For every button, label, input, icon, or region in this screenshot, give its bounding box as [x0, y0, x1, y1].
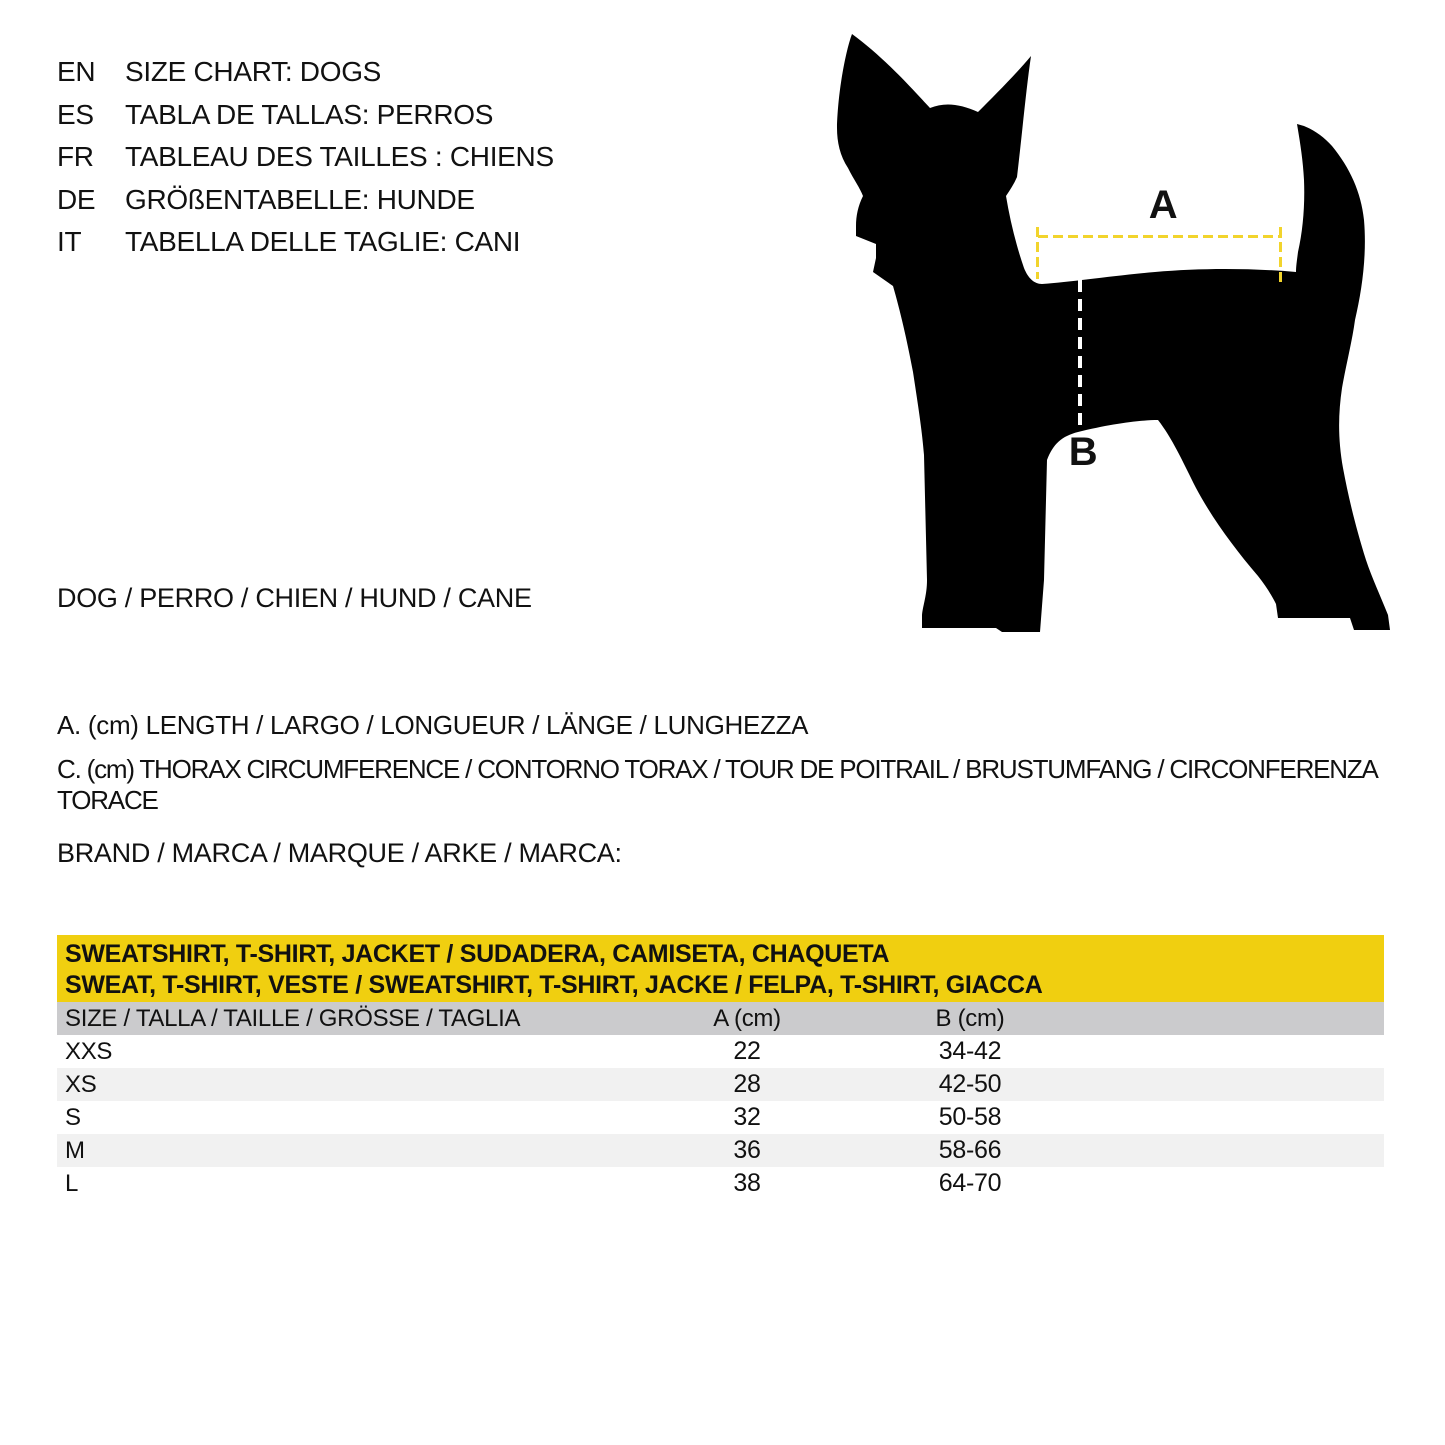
title-row-de: [57, 179, 554, 222]
title-row-en: [57, 51, 554, 94]
title-text: TABLEAU DES TAILLES : CHIENS: [125, 141, 554, 172]
title-row-it: [57, 221, 554, 264]
size-table-column-header: [57, 1002, 1384, 1035]
title-text: TABLA DE TALLAS: PERROS: [125, 98, 494, 130]
lang-code: ES: [57, 98, 94, 130]
b-value: 34-42: [938, 1037, 1002, 1065]
column-a-cm: A (cm): [713, 1005, 781, 1032]
dog-caption: DOG / PERRO / CHIEN / HUND / CANE: [57, 583, 532, 613]
title-text: GRÖßENTABELLE: HUNDE: [125, 183, 475, 215]
title-row-es: [57, 94, 554, 137]
measure-legend-a: A. (cm) LENGTH / LARGO / LONGUEUR / LÄNGE / LUNGHEZZA: [57, 710, 809, 740]
title-text: TABELLA DELLE TAGLIE: CANI: [125, 226, 521, 257]
column-b-cm: B (cm): [935, 1005, 1005, 1032]
measure-a-dashed-line: [1038, 235, 1282, 238]
size-table: [57, 935, 1384, 1200]
b-value: 42-50: [938, 1070, 1002, 1098]
size-value: L: [65, 1170, 79, 1197]
a-value: 38: [733, 1169, 761, 1197]
size-table-yellow-header: [57, 935, 1384, 1002]
b-value: 58-66: [938, 1136, 1002, 1164]
table-row-s: [57, 1101, 1384, 1134]
measure-a-left-tick: [1036, 227, 1039, 279]
size-value: XS: [65, 1071, 97, 1098]
title-language-block: [57, 51, 554, 264]
size-value: S: [65, 1104, 81, 1131]
lang-code: IT: [57, 226, 82, 257]
b-value: 50-58: [938, 1103, 1002, 1131]
size-value: M: [65, 1137, 85, 1164]
header-line-2: SWEAT, T-SHIRT, VESTE / SWEATSHIRT, T-SHIRT, JACKE / FELPA, T-SHIRT, GIACCA: [65, 971, 1043, 999]
brand-line: BRAND / MARCA / MARQUE / ARKE / MARCA:: [57, 838, 622, 868]
measure-a-label: A: [1148, 183, 1178, 227]
size-value: XXS: [65, 1038, 113, 1065]
lang-code: FR: [57, 141, 94, 172]
dog-silhouette-image: [810, 20, 1430, 640]
a-value: 36: [733, 1136, 761, 1164]
table-row-xxs: [57, 1035, 1384, 1068]
dog-silhouette: [837, 34, 1390, 632]
title-row-fr: [57, 136, 554, 179]
header-line-1: SWEATSHIRT, T-SHIRT, JACKET / SUDADERA, CAMISETA, CHAQUETA: [65, 940, 890, 968]
lang-code: DE: [57, 183, 96, 215]
b-value: 64-70: [938, 1169, 1002, 1197]
measure-b-dashed-line: [1078, 280, 1082, 428]
measure-a-right-tick: [1279, 227, 1282, 282]
table-row-l: [57, 1167, 1384, 1200]
a-value: 22: [733, 1037, 761, 1065]
table-row-xs: [57, 1068, 1384, 1101]
measure-legend-c: C. (cm) THORAX CIRCUMFERENCE / CONTORNO TORAX / TOUR DE POITRAIL / BRUSTUMFANG / CIRCONFERENZA TORACE: [57, 754, 1377, 815]
measure-b-label: B: [1068, 430, 1098, 474]
title-text: SIZE CHART: DOGS: [125, 56, 382, 87]
a-value: 28: [733, 1070, 761, 1098]
a-value: 32: [733, 1103, 761, 1131]
table-row-m: [57, 1134, 1384, 1167]
column-size: SIZE / TALLA / TAILLE / GRÖSSE / TAGLIA: [65, 1005, 521, 1032]
lang-code: EN: [57, 56, 96, 87]
